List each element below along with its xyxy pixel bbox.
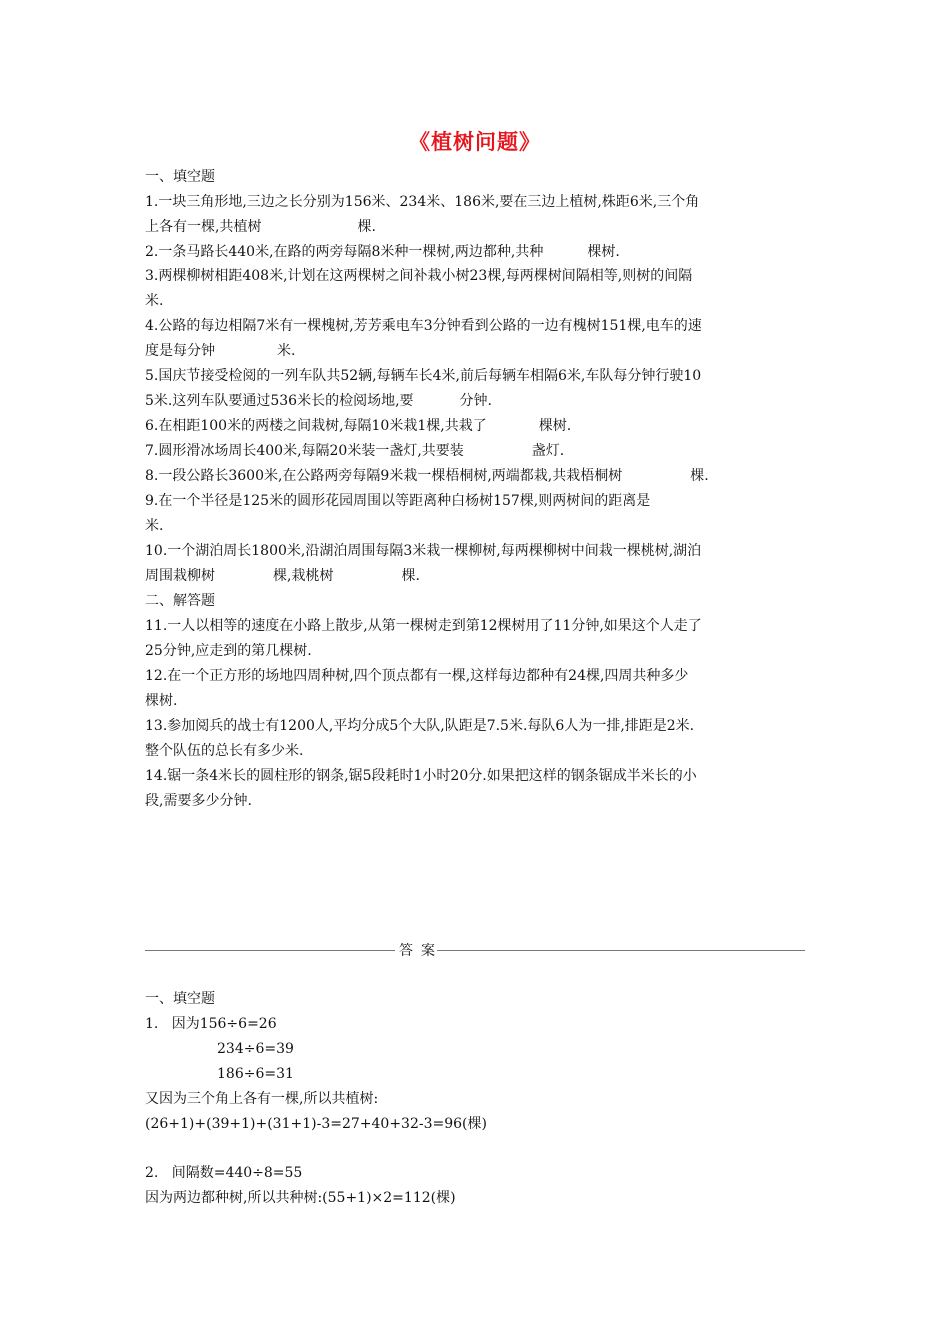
question-4-line-1: 4.公路的每边相隔7米有一棵槐树,芳芳乘电车3分钟看到公路的一边有槐树151棵,电车的速 [145,318,702,334]
page-title: 《植树问题》 [409,130,541,154]
question-9-line-2: 米. [145,518,164,534]
question-9-line-1: 9.在一个半径是125米的圆形花园周围以等距离种白杨树157棵,则两树间的距离是 [145,493,651,509]
section-solve-heading: 二、解答题 [145,593,215,609]
question-10-line-2 [145,566,420,586]
question-1-line-2 [145,217,376,237]
question-10-line-1: 10.一个湖泊周长1800米,沿湖泊周围每隔3米栽一棵柳树,每两棵柳树中间栽一棵桃树,湖泊 [145,543,702,559]
question-11-line-1: 11.一人以相等的速度在小路上散步,从第一棵树走到第12棵树用了11分钟,如果这个人走了 [145,618,702,634]
question-2-unit: 棵树. [587,244,620,260]
question-12-line-1: 12.在一个正方形的场地四周种树,四个顶点都有一棵,这样每边都种有24棵,四周共种多少 [145,668,689,684]
question-13-line-2: 整个队伍的总长有多少米. [145,743,304,759]
question-5-line-1: 5.国庆节接受检阅的一列车队共52辆,每辆车长4米,前后每辆车相隔6米,车队每分钟行驶10 [145,368,702,384]
question-6 [145,416,571,436]
question-2-text: 2.一条马路长440米,在路的两旁每隔8米种一棵树,两边都种,共种 [145,244,544,260]
answer-1-line-2: 234÷6=39 [217,1041,294,1057]
answer-label: 答案 [399,943,443,959]
question-4-text: 度是每分钟 [145,343,215,359]
question-2 [145,242,620,262]
question-7-unit: 盏灯. [531,443,565,459]
question-12-line-2: 棵树. [145,693,178,709]
answer-section-heading: 一、填空题 [145,991,215,1007]
question-14-line-2: 段,需要多少分钟. [145,793,252,809]
question-8-unit: 棵. [690,468,709,484]
answer-1-line-4: 又因为三个角上各有一棵,所以共植树: [145,1091,379,1107]
question-6-text: 6.在相距100米的两楼之间栽树,每隔10米栽1棵,共栽了 [145,418,487,434]
question-8 [145,466,709,486]
question-5-unit: 分钟. [459,393,492,409]
question-11-line-2: 25分钟,应走到的第几棵树. [145,643,312,659]
question-8-text: 8.一段公路长3600米,在公路两旁每隔9米栽一棵梧桐树,两端都栽,共栽梧桐树 [145,468,623,484]
question-4-unit: 米. [277,343,296,359]
question-13-line-1: 13.参加阅兵的战士有1200人,平均分成5个大队,队距是7.5米.每队6人为一排,排距是2米. [145,718,695,734]
divider-rule-right [437,950,805,951]
section-fill-blank-heading: 一、填空题 [145,169,215,185]
divider-rule-left [145,950,395,951]
question-5-text: 5米.这列车队要通过536米长的检阅场地,要 [145,393,414,409]
question-1-unit: 棵. [357,219,376,235]
question-3-line-2: 米. [145,293,164,309]
question-3-line-1: 3.两棵柳树相距408米,计划在这两棵树之间补栽小树23棵,每两棵树间隔相等,则树的间隔 [145,268,693,284]
answer-divider [145,940,805,960]
question-7 [145,441,564,461]
question-4-line-2 [145,341,295,361]
question-14-line-1: 14.锯一条4米长的圆柱形的钢条,锯5段耗时1小时20分.如果把这样的钢条锯成半米长的小 [145,768,697,784]
question-1-text: 上各有一棵,共植树 [145,219,262,235]
question-6-unit: 棵树. [538,418,572,434]
answer-1-line-3: 186÷6=31 [217,1066,294,1082]
answer-1-line-1: 1. 因为156÷6=26 [145,1016,277,1032]
answer-2-line-2: 因为两边都种树,所以共种树:(55+1)×2=112(棵) [145,1190,456,1206]
question-1-line-1: 1.一块三角形地,三边之长分别为156米、234米、186米,要在三边上植树,株距6米,三个角 [145,194,700,210]
question-10-text-mid: 棵,栽桃树 [273,568,334,584]
question-5-line-2 [145,391,492,411]
question-10-unit: 棵. [401,568,420,584]
answer-1-line-5: (26+1)+(39+1)+(31+1)-3=27+40+32-3=96(棵) [145,1116,487,1132]
answer-2-line-1: 2. 间隔数=440÷8=55 [145,1165,303,1181]
question-7-text: 7.圆形滑冰场周长400米,每隔20米装一盏灯,共要装 [145,443,464,459]
question-10-text: 周围栽柳树 [145,568,215,584]
